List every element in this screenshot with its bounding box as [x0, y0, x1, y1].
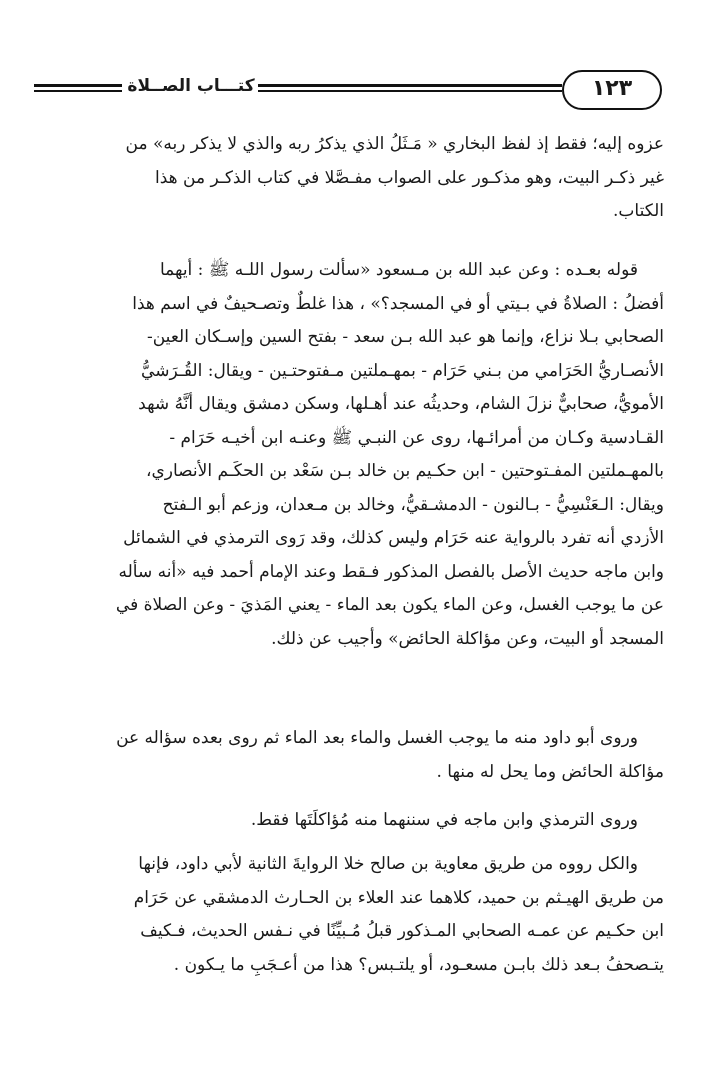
text-line: وروى أبو داود منه ما يوجب الغسل والماء بعد الماء ثم روى بعده سؤاله عن [116, 728, 638, 748]
text-line: الأمويُّ، صحابيٌّ نزلَ الشام، وحديثُه عند أهـلها، وسكن دمشق ويقال أنَّهُ شهد [138, 394, 664, 414]
text-line: الصحابي بـلا نزاع، وإنما هو عبد الله بـن سعد - بفتح السين وإسـكان العين- [147, 327, 664, 347]
text-line: من طريق الهيـثم بن حميد، كلاهما عند العلاء بن الحـارث الدمشقي عن حَرَام [133, 887, 664, 908]
text-line: وروى الترمذي وابن ماجه في سننهما منه مُؤاكلَتَها فقط. [250, 810, 638, 830]
page-header [30, 70, 670, 114]
text-line: عن ما يوجب الغسل، وعن الماء يكون بعد الماء - يعني المَذيَ - وعن الصلاة في [115, 595, 664, 615]
text-line: قوله بعـده : وعن عبد الله بن مـسعود «سألت رسول اللـه ﷺ : أيهما [159, 260, 638, 280]
paragraph-4 [40, 804, 664, 838]
text-line: يتـصحفُ بـعد ذلك بابـن مسعـود، أو يلتـبس؟ هذا من أعـجَبِ ما يـكون . [173, 954, 664, 975]
text-line: الأنصـاريُّ الحَرَامي من بـني حَرَام - بمهـملتين مـفتوحتـين - ويقال: القُـرَشيُّ [141, 360, 664, 381]
paragraph-2 [40, 254, 664, 656]
text-line: عزوه إليه؛ فقط إذ لفظ البخاري « مَـثَلُ الذي يذكرُ ربه والذي لا يذكر ربه» من [125, 134, 664, 154]
page-number: ١٢٣ [562, 70, 662, 110]
text-line: غير ذكـر البيت، وهو مذكـور على الصواب مفـصَّلا في كتاب الذكـر من هذا [155, 167, 664, 188]
text-line: أفضلُ : الصلاةُ في بـيتي أو في المسجد؟» ، هذا غلطٌ وتصـحيفٌ في اسم هذا [132, 293, 664, 314]
paragraph-5 [40, 848, 664, 982]
running-title: كتـــاب الصــلاة [127, 76, 255, 96]
text-line: مؤاكلة الحائض وما يحل له منها . [436, 761, 664, 782]
text-line: المسجد أو البيت، وعن مؤاكلة الحائض» وأجيب عن ذلك. [271, 628, 664, 649]
header-rule-left [34, 84, 122, 93]
text-line: ابن حكـيم عن عمـه الصحابي المـذكور قبلُ مُـبيِّنًا في نـفس الحديث، فـكيف [140, 921, 664, 941]
text-line: القـادسية وكـان من أمرائـها، روى عن النبـي ﷺ وعنـه ابن أخيـه حَرَام - [169, 427, 664, 448]
paragraph-3 [40, 722, 664, 789]
header-rule-right [258, 84, 562, 93]
text-line: الأزدي أنه تفرد بالرواية عنه حَرَام وليس كذلك، وقد رَوى الترمذي في الشمائل [123, 528, 664, 548]
text-line: والكل رووه من طريق معاوية بن صالح خلا الروايةَ الثانية لأبي داود، فإنها [138, 854, 638, 874]
text-line: بالمهـملتين المفـتوحتين - ابن حكـيم بن خالد بـن سَعْد بن الحكَـم الأنصاري، [145, 461, 664, 481]
paragraph-1 [40, 128, 664, 229]
text-line: وابن ماجه حديث الأصل بالفصل المذكور فـقط وعند الإمام أحمد فيه «أنه سأله [118, 561, 664, 582]
text-line: الكتاب. [612, 201, 664, 221]
text-line: ويقال: الـعَنْسِيُّ - بـالنون - الدمشـقيُّ، وخالد بن مـعدان، وزعم أبو الـفتح [162, 494, 664, 515]
